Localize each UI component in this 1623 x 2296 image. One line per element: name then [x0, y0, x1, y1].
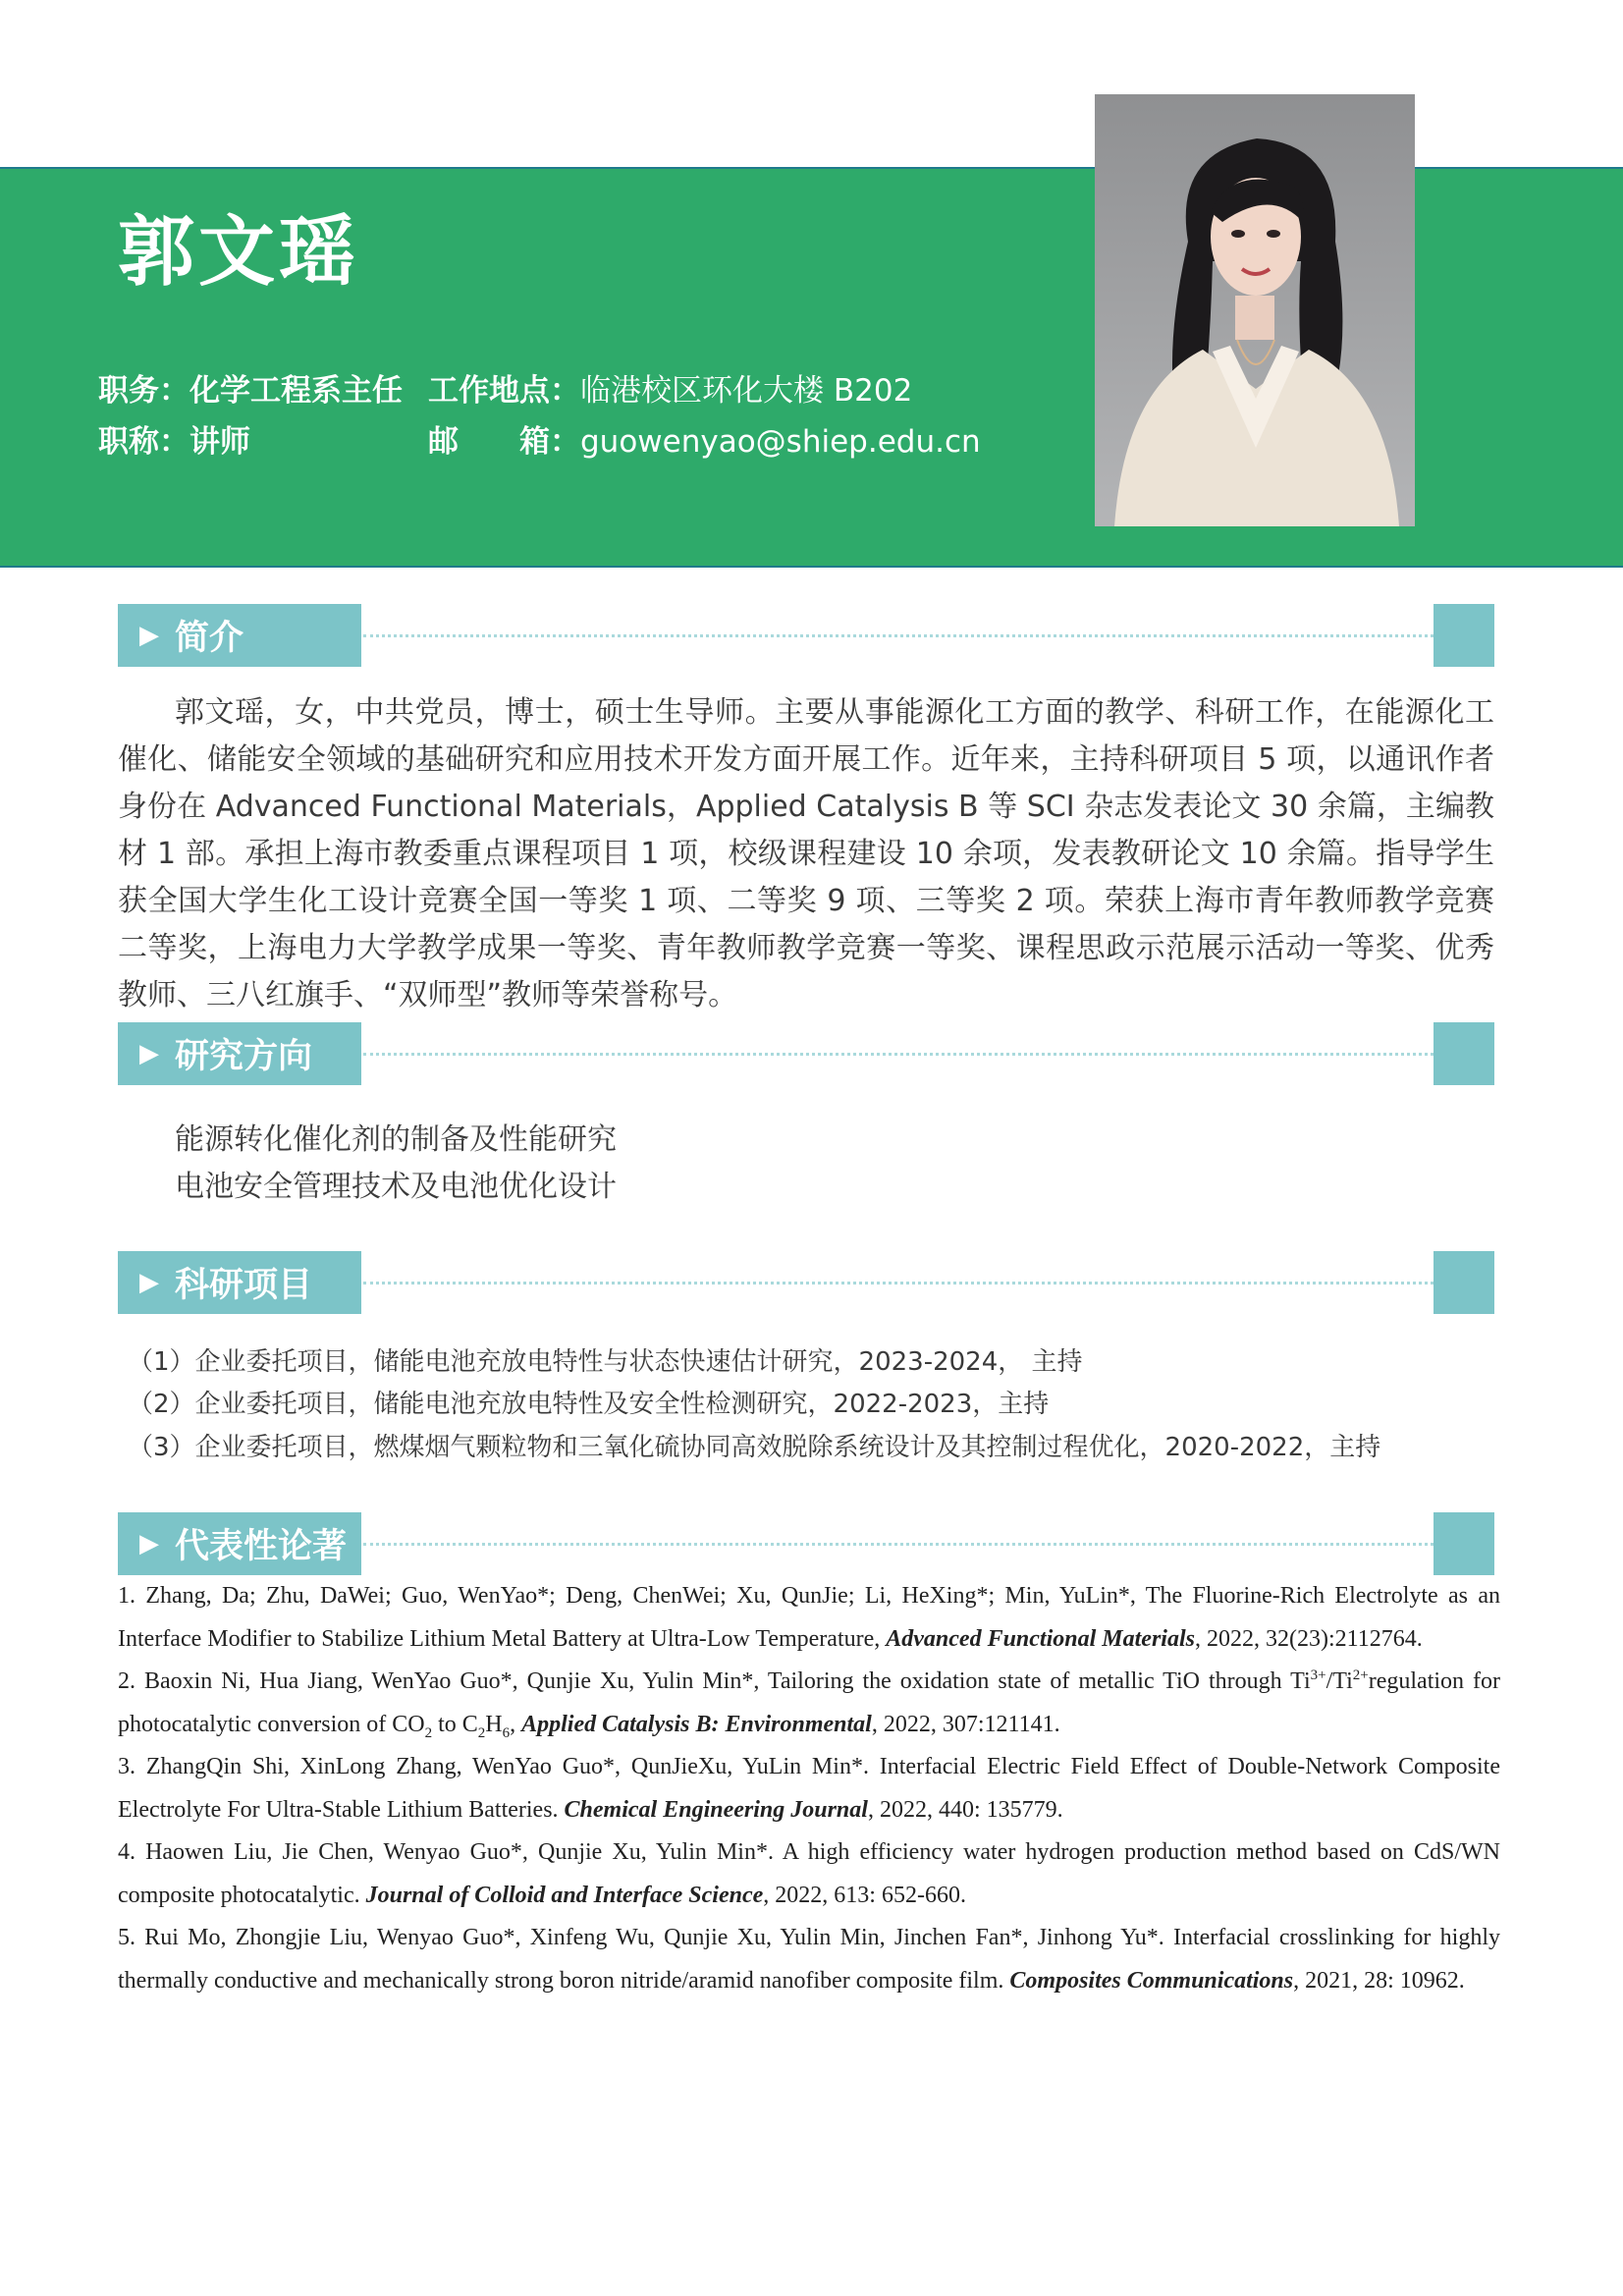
publication-citation: 4. Haowen Liu, Jie Chen, Wenyao Guo*, Qunjie Xu, Yulin Min*. A high efficiency water hydrogen production method based on CdS/WN composite photocatalytic.: [118, 1839, 1500, 1908]
journal-name: Composites Communications: [1009, 1967, 1294, 1994]
title-value: 讲师: [189, 424, 250, 460]
section-title-projects: 科研项目: [175, 1266, 313, 1305]
section-tab-intro: [118, 604, 361, 667]
publication-citation: ,: [510, 1711, 522, 1737]
publication-item: [118, 1575, 1500, 1661]
publication-volume: , 2022, 307:121141.: [871, 1711, 1060, 1737]
location-info: [428, 373, 913, 409]
section-end-block: [1434, 604, 1494, 667]
section-end-block: [1434, 1022, 1494, 1085]
publication-citation: to C: [432, 1711, 478, 1737]
publication-item: [118, 1746, 1500, 1831]
section-end-block: [1434, 1512, 1494, 1575]
section-header-intro: [118, 604, 1494, 667]
section-header-research: [118, 1022, 1494, 1085]
section-title-research: 研究方向: [175, 1037, 313, 1076]
publication-volume: , 2021, 28: 10962.: [1293, 1967, 1465, 1994]
project-item: （3）企业委托项目，燃煤烟气颗粒物和三氧化硫协同高效脱除系统设计及其控制过程优化，2020-2022，主持: [128, 1433, 1381, 1462]
superscript: 3+: [1310, 1667, 1326, 1683]
publication-citation: regulation for photocatalytic conversion of CO: [118, 1668, 1500, 1737]
journal-name: Advanced Functional Materials: [886, 1625, 1195, 1652]
journal-name: Applied Catalysis B: Environmental: [521, 1711, 872, 1737]
person-name: 郭文瑶: [118, 208, 360, 297]
publication-item: [118, 1917, 1500, 2002]
journal-name: Chemical Engineering Journal: [564, 1796, 868, 1823]
section-tab-projects: [118, 1251, 361, 1314]
research-direction-item: 能源转化催化剂的制备及性能研究: [175, 1122, 617, 1157]
play-arrow-icon: ▶: [139, 1039, 159, 1068]
publication-citation: /Ti: [1325, 1668, 1353, 1694]
play-arrow-icon: ▶: [139, 1529, 159, 1558]
location-label: 工作地点：: [428, 373, 580, 409]
superscript: 2+: [1352, 1667, 1369, 1683]
publication-citation: 1. Zhang, Da; Zhu, DaWei; Guo, WenYao*; Deng, ChenWei; Xu, QunJie; Li, HeXing*; Min, YuLin*, The Fluorine-Rich Electrolyte as an Interface Modifier to Stabilize Lithium Metal Battery at Ultra-Low Temperature,: [118, 1583, 1500, 1652]
publication-citation: 2. Baoxin Ni, Hua Jiang, WenYao Guo*, Qunjie Xu, Yulin Min*, Tailoring the oxidation state of metallic TiO through Ti: [118, 1668, 1311, 1694]
subscript: 6: [502, 1724, 511, 1741]
publication-citation: 5. Rui Mo, Zhongjie Liu, Wenyao Guo*, Xinfeng Wu, Qunjie Xu, Yulin Min, Jinchen Fan*, Jinhong Yu*. Interfacial crosslinking for highly thermally conductive and mechanically strong boron nitride/aramid nanofiber composite film.: [118, 1925, 1500, 1994]
email-value: guowenyao@shiep.edu.cn: [580, 424, 981, 460]
position-value: 化学工程系主任: [189, 373, 403, 409]
publication-item: [118, 1831, 1500, 1917]
play-arrow-icon: ▶: [139, 621, 159, 650]
position-label: 职务：: [98, 373, 189, 409]
dotted-divider: [363, 634, 1434, 637]
research-direction-item: 电池安全管理技术及电池优化设计: [175, 1170, 617, 1204]
section-tab-publications: [118, 1512, 361, 1575]
section-end-block: [1434, 1251, 1494, 1314]
dotted-divider: [363, 1543, 1434, 1546]
section-title-intro: 简介: [175, 619, 244, 658]
section-header-publications: [118, 1512, 1494, 1575]
portrait-illustration: [1095, 94, 1415, 526]
subscript: 2: [424, 1724, 433, 1741]
journal-name: Journal of Colloid and Interface Science: [365, 1882, 764, 1908]
project-item: （2）企业委托项目，储能电池充放电特性及安全性检测研究，2022-2023，主持: [128, 1390, 1050, 1419]
section-title-publications: 代表性论著: [175, 1527, 348, 1566]
profile-photo: [1095, 94, 1415, 526]
intro-paragraph: 郭文瑶，女，中共党员，博士，硕士生导师。主要从事能源化工方面的教学、科研工作，在能源化工催化、储能安全领域的基础研究和应用技术开发方面开展工作。近年来，主持科研项目 5 项，以通讯作者身份在 Advanced Functional Materials，Applied Catalysis B 等 SCI 杂志发表论文 30 余篇，主编教材 1 部。承担上海市教委重点课程项目 1 项，校级课程建设 10 余项，发表教研论文 10 余篇。指导学生获全国大学生化工设计竞赛全国一等奖 1 项、二等奖 9 项、三等奖 2 项。荣获上海市青年教师教学竞赛二等奖，上海电力大学教学成果一等奖、青年教师教学竞赛一等奖、课程思政示范展示活动一等奖、优秀教师、三八红旗手、“双师型”教师等荣誉称号。: [118, 695, 1494, 1012]
email-info: [428, 424, 981, 460]
publication-volume: , 2022, 613: 652-660.: [763, 1882, 966, 1908]
section-header-projects: [118, 1251, 1494, 1314]
publication-volume: , 2022, 440: 135779.: [867, 1796, 1063, 1823]
title-label: 职称：: [98, 424, 189, 460]
email-label: 邮 箱：: [428, 424, 580, 460]
project-item: （1）企业委托项目，储能电池充放电特性与状态快速估计研究，2023-2024， 主持: [128, 1347, 1083, 1377]
publication-citation: H: [485, 1711, 503, 1737]
publication-list: [118, 1575, 1500, 2002]
location-value: 临港校区环化大楼 B202: [580, 373, 913, 409]
position-info: [98, 373, 403, 409]
subscript: 2: [477, 1724, 486, 1741]
title-info: [98, 424, 250, 460]
publication-item: [118, 1661, 1500, 1746]
play-arrow-icon: ▶: [139, 1268, 159, 1297]
publication-volume: , 2022, 32(23):2112764.: [1194, 1625, 1423, 1652]
dotted-divider: [363, 1053, 1434, 1056]
dotted-divider: [363, 1282, 1434, 1285]
section-tab-research: [118, 1022, 361, 1085]
publication-citation: 3. ZhangQin Shi, XinLong Zhang, WenYao Guo*, QunJieXu, YuLin Min*. Interfacial Electric Field Effect of Double-Network Composite Electrolyte For Ultra-Stable Lithium Batteries.: [118, 1754, 1500, 1823]
